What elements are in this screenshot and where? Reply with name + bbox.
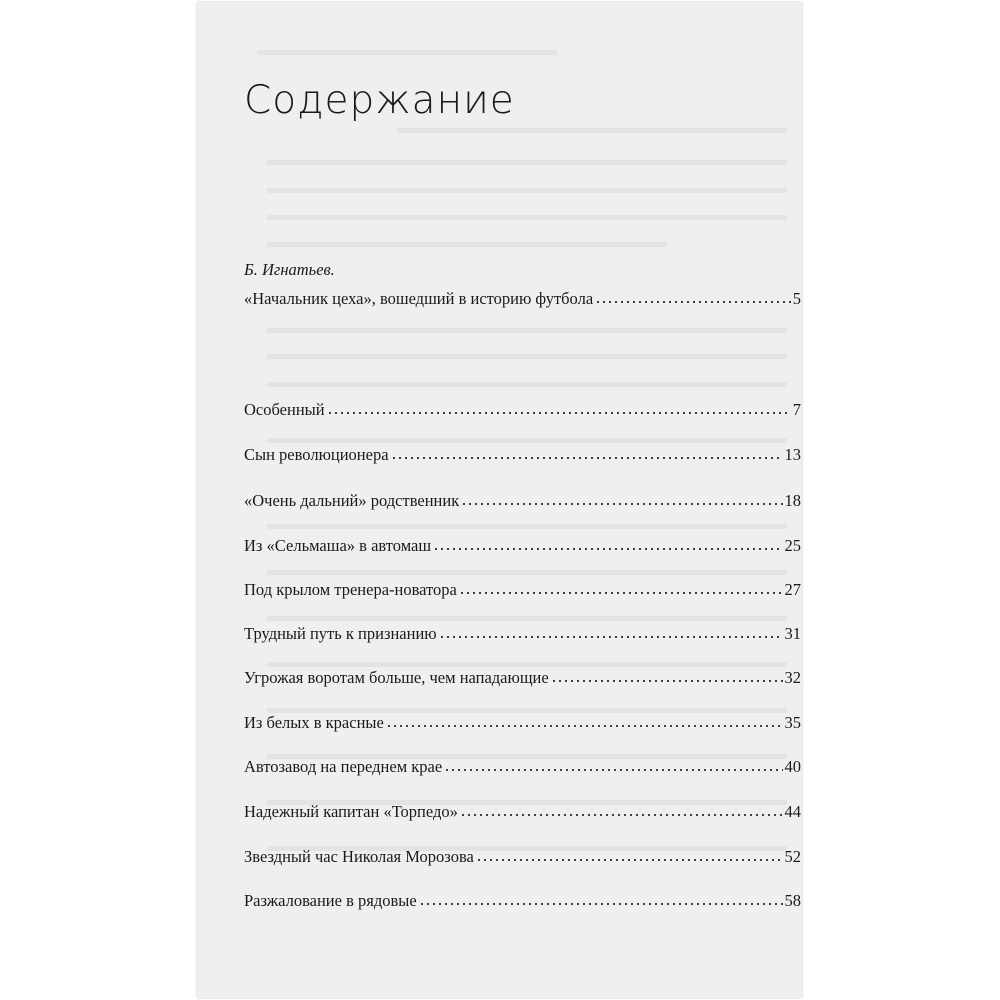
toc-entry-page: 52	[784, 846, 801, 866]
toc-entry-title: Звездный час Николая Морозова	[244, 846, 474, 866]
toc-entry-title: Под крылом тренера-новатора	[244, 579, 457, 599]
show-through-line	[267, 354, 787, 359]
toc-entry-page: 31	[784, 623, 801, 643]
toc-entry	[244, 800, 801, 822]
toc-entry	[244, 711, 801, 733]
toc-entry-title: Автозавод на переднем крае	[244, 756, 443, 776]
contents-heading: Содержание	[244, 78, 515, 123]
toc-entry-title: Особенный	[244, 399, 325, 419]
toc-entry-title: Разжалование в рядовые	[244, 890, 417, 910]
show-through-line	[267, 524, 787, 529]
dot-leader	[444, 755, 782, 772]
toc-entry	[244, 845, 801, 867]
toc-entry	[244, 398, 801, 420]
toc-entry-page: 7	[792, 399, 801, 419]
toc-entry-page: 44	[784, 801, 801, 821]
dot-leader	[419, 889, 783, 906]
toc-entry	[244, 287, 801, 309]
toc-entry	[244, 578, 801, 600]
toc-entry	[244, 489, 801, 511]
toc-entry-title: «Начальник цеха», вошедший в историю футбола	[244, 288, 594, 308]
toc-entry-page: 27	[784, 579, 801, 599]
author-name: Б. Игнатьев.	[244, 260, 335, 279]
show-through-line	[267, 215, 787, 220]
dot-leader	[551, 666, 783, 683]
dot-leader	[476, 845, 783, 862]
dot-leader	[327, 398, 791, 415]
toc-entry-title: Трудный путь к признанию	[244, 623, 437, 643]
show-through-line	[267, 382, 787, 387]
toc-entry-page: 5	[792, 288, 801, 308]
toc-entry-page: 58	[784, 890, 801, 910]
dot-leader	[439, 622, 783, 639]
toc-entry-title: Угрожая воротам больше, чем нападающие	[244, 667, 549, 687]
show-through-line	[267, 242, 667, 247]
toc-entry	[244, 666, 801, 688]
toc-entry-page: 32	[784, 667, 801, 687]
dot-leader	[386, 711, 783, 728]
toc-entry	[244, 755, 801, 777]
toc-entry-page: 40	[784, 756, 801, 776]
toc-entry	[244, 534, 801, 556]
show-through-line	[267, 188, 787, 193]
dot-leader	[433, 534, 782, 551]
toc-entry-title: «Очень дальний» родственник	[244, 490, 460, 510]
dot-leader	[459, 578, 783, 595]
show-through-line	[267, 570, 787, 575]
show-through-line	[267, 160, 787, 165]
toc-entry-page: 25	[784, 535, 801, 555]
book-page	[197, 2, 802, 998]
toc-entry-page: 13	[784, 444, 801, 464]
dot-leader	[460, 800, 783, 817]
dot-leader	[391, 443, 783, 460]
show-through-line	[267, 328, 787, 333]
toc-entry-title: Надежный капитан «Торпедо»	[244, 801, 458, 821]
dot-leader	[461, 489, 782, 506]
toc-entry-page: 18	[784, 490, 801, 510]
toc-entry-page: 35	[784, 712, 801, 732]
toc-entry	[244, 443, 801, 465]
dot-leader	[595, 287, 791, 304]
toc-entry-title: Из белых в красные	[244, 712, 384, 732]
toc-entry-title: Сын революционера	[244, 444, 389, 464]
toc-entry-title: Из «Сельмаша» в автомаш	[244, 535, 432, 555]
show-through-line	[267, 616, 787, 621]
show-through-line	[397, 128, 787, 133]
toc-entry	[244, 889, 801, 911]
toc-entry	[244, 622, 801, 644]
show-through-line	[257, 50, 557, 55]
